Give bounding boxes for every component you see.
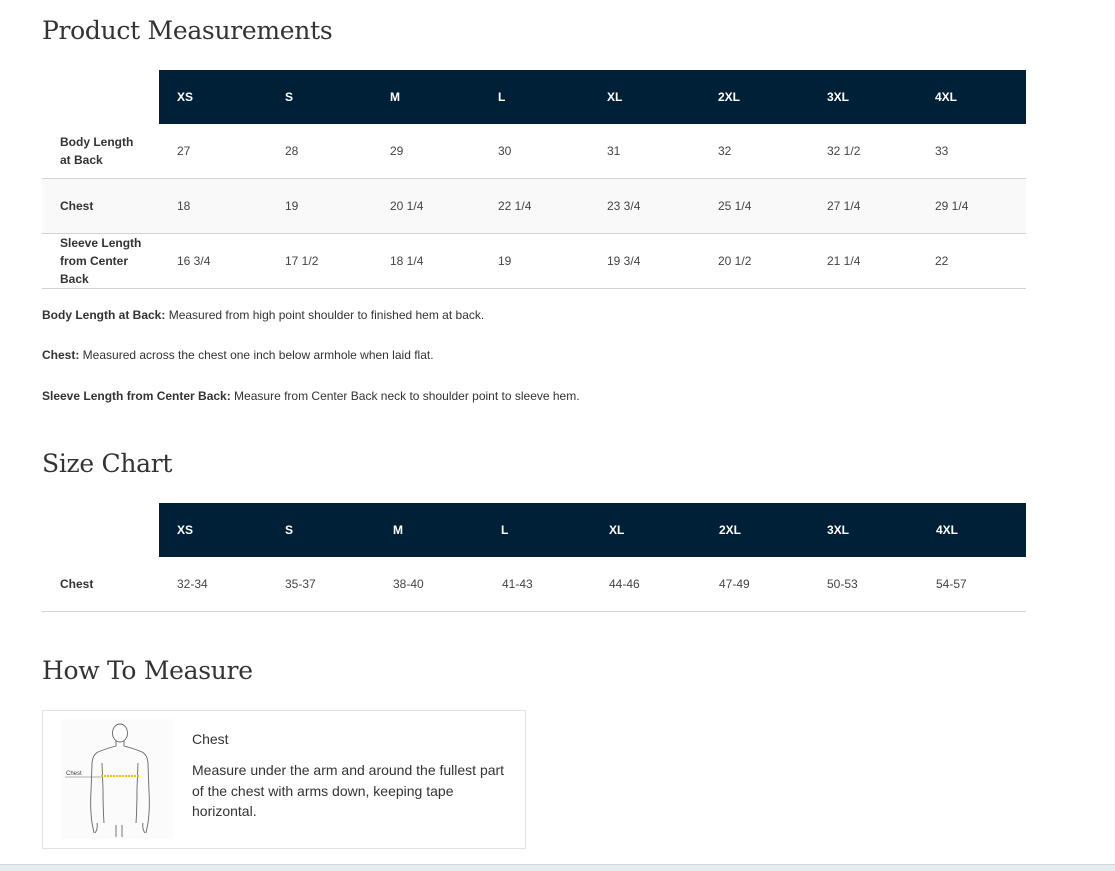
table-cell: 18 1/4 <box>390 254 424 268</box>
table-cell: 18 <box>177 199 191 213</box>
table-cell: 22 <box>935 254 949 268</box>
table-cell: 29 <box>390 144 404 158</box>
table-header <box>159 503 1026 557</box>
measure-card-description: Measure under the arm and around the fullest part of the chest with arms down, keeping tape horizontal. <box>192 762 505 819</box>
table-cell: 20 1/4 <box>390 199 424 213</box>
table-row <box>42 124 1026 179</box>
table-cell: 47-49 <box>719 577 750 591</box>
table-cell: 25 1/4 <box>718 199 752 213</box>
definition-term: Sleeve Length from Center Back: <box>42 389 231 403</box>
chest-figure-label: Chest <box>66 771 82 777</box>
size-header-xl: XL <box>607 90 623 104</box>
definition-text: Measure from Center Back neck to shoulder point to sleeve hem. <box>230 389 580 403</box>
table-cell: 16 3/4 <box>177 254 211 268</box>
table-row <box>42 557 1026 612</box>
table-cell: 27 <box>177 144 191 158</box>
product-measurements-table <box>42 70 1026 289</box>
size-header-xs: XS <box>177 523 194 537</box>
how-to-measure-title: How To Measure <box>42 656 253 685</box>
definition-term: Chest: <box>42 348 80 362</box>
table-row <box>42 234 1026 289</box>
size-header-m: M <box>393 523 403 537</box>
definition-text: Measured from high point shoulder to finished hem at back. <box>165 308 485 322</box>
table-cell: 28 <box>285 144 299 158</box>
table-cell: 33 <box>935 144 949 158</box>
table-row <box>42 179 1026 234</box>
row-label: Sleeve Length from Center Back <box>60 236 142 286</box>
illustration-background <box>61 719 173 839</box>
table-cell: 35-37 <box>285 577 316 591</box>
table-cell: 31 <box>607 144 621 158</box>
table-cell: 19 3/4 <box>607 254 641 268</box>
size-header-2xl: 2XL <box>719 523 742 537</box>
row-label: Chest <box>60 199 94 213</box>
table-cell: 30 <box>498 144 512 158</box>
table-cell: 50-53 <box>827 577 858 591</box>
how-to-measure-card <box>42 710 526 849</box>
table-cell: 21 1/4 <box>827 254 861 268</box>
table-cell: 32 1/2 <box>827 144 861 158</box>
table-cell: 44-46 <box>609 577 640 591</box>
definition-chest <box>42 348 434 362</box>
table-cell: 17 1/2 <box>285 254 319 268</box>
row-label: Body Length at Back <box>60 135 134 167</box>
size-header-l: L <box>498 90 506 104</box>
size-chart-title: Size Chart <box>42 449 173 478</box>
size-header-xl: XL <box>609 523 625 537</box>
size-header-s: S <box>285 90 294 104</box>
row-label: Chest <box>60 577 94 591</box>
table-cell: 20 1/2 <box>718 254 752 268</box>
table-cell: 41-43 <box>502 577 533 591</box>
size-header-l: L <box>501 523 509 537</box>
size-header-4xl: 4XL <box>936 523 959 537</box>
size-header-3xl: 3XL <box>827 523 850 537</box>
measure-card-title: Chest <box>192 731 229 747</box>
size-header-3xl: 3XL <box>827 90 850 104</box>
definition-term: Body Length at Back: <box>42 308 166 322</box>
table-cell: 54-57 <box>936 577 967 591</box>
table-header <box>159 70 1026 124</box>
table-cell: 22 1/4 <box>498 199 532 213</box>
table-cell: 19 <box>498 254 512 268</box>
table-cell: 38-40 <box>393 577 424 591</box>
size-header-xs: XS <box>177 90 194 104</box>
table-cell: 29 1/4 <box>935 199 969 213</box>
chest-measurement-illustration <box>61 719 173 839</box>
size-header-s: S <box>285 523 294 537</box>
definition-sleeve-length <box>42 389 580 403</box>
size-header-2xl: 2XL <box>718 90 741 104</box>
definition-text: Measured across the chest one inch below armhole when laid flat. <box>79 348 434 362</box>
size-chart-table <box>42 503 1026 612</box>
size-header-m: M <box>390 90 400 104</box>
table-cell: 23 3/4 <box>607 199 641 213</box>
product-measurements-title: Product Measurements <box>42 16 333 45</box>
size-header-4xl: 4XL <box>935 90 958 104</box>
table-cell: 32 <box>718 144 732 158</box>
table-cell: 32-34 <box>177 577 208 591</box>
definition-body-length <box>42 308 484 322</box>
table-cell: 27 1/4 <box>827 199 861 213</box>
table-cell: 19 <box>285 199 299 213</box>
